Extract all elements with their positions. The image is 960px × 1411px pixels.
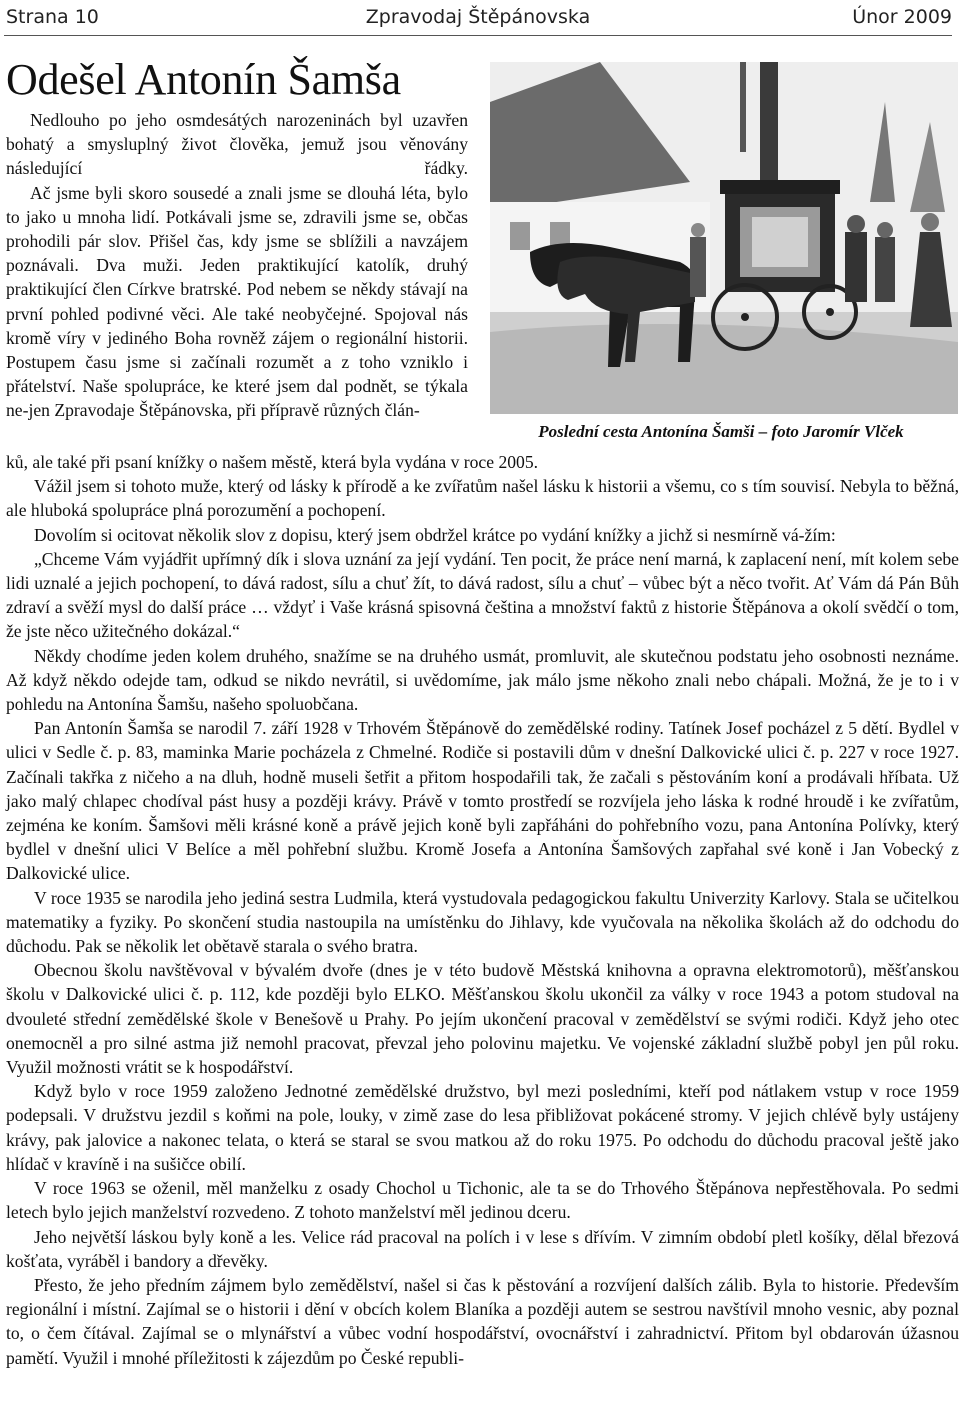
article-title: Odešel Antonín Šamša [6, 55, 401, 104]
paragraph: Pan Antonín Šamša se narodil 7. září 1928 v Trhovém Štěpánově do zemědělské rodiny. Tatínek Josef pocházel z 5 dětí. Bydlel v ulici v Sedle č. p. 83, maminka Marie pocházela z Chmelné. Rodiče si postavili dům v dnešní Dalkovické ulici č. p. 227 v roce 1927. Začínali takřka z ničeho a na dluh, hodně museli šetřit a přitom hospodařili tak, že začali s pěstováním koní a prodávali hříbata. Už jako malý chlapec chodíval pást husy a později krávy. Právě v tomto prostředí se rozvíjela jeho láska k rodné hroudě i ke zvířatům, zejména ke koním. Šamšovi měli krásné koně a právě jejich koně byli zapřáháni do pohřebního vozu, pana Antonína Polívky, který bydlel v dnešní ulici V Belíce a měl pohřební službu. Kromě Josefa a Antonína Šamšových zapřahal své koně i Jan Vobecký z Dalkovické ulice. [6, 718, 959, 884]
issue-date: Únor 2009 [852, 6, 952, 28]
intro-paragraph: Ač jsme byli skoro sousedé a znali jsme se dlouhá léta, bylo to jako u mnoha lidí. Potkávali jsme se, zdravili jsme se, občas prohodili pár slov. Přišel čas, kdy jsme se sblížili a navzájem poznávali. Dva muži. Jeden praktikující katolík, druhý praktikující člen Církve bratrské. Pod nebem se někdy stávají na první pohled podivné věci. Ale také neobyčejné. Spojoval nás kromě víry v jediného Boha rovněž zájem o regionální historii. Postupem času jsme si začínali rozumět a z toho vzniklo i přátelství. Naše spolupráce, ke které jsem dal podnět, se týkala ne-jen Zpravodaje Štěpánovska, při přípravě různých člán- [6, 182, 468, 421]
publication-name: Zpravodaj Štěpánovska [365, 6, 591, 28]
paragraph: V roce 1963 se oženil, měl manželku z osady Chochol u Tichonic, ale ta se do Trhového Štěpánova nepřestěhovala. Po sedmi letech bylo jejich manželství rozvedeno. Z tohoto manželství měl jedinou dceru. [6, 1178, 959, 1223]
paragraph: Obecnou školu navštěvoval v bývalém dvoře (dnes je v této budově Městská knihovna a opravna elektromotorů), měšťanskou školu v Dalkovické ulici č. p. 112, kde později bylo ELKO. Měšťanskou školu ukončil za války v roce 1943 a potom studoval na dvouleté střední zemědělské škole v Benešově u Prahy. Po jejím ukončení pracoval v zemědělství se svými rodiči. Když jeho otec onemocněl a pro silné astma již nemohl pracovat, převzal jeho polovinu majetku. Ve vojenské základní službě pobyl jen půl roku. Využil možnosti vrátit se k hospodářství. [6, 960, 959, 1078]
paragraph: Někdy chodíme jeden kolem druhého, snažíme se na druhého usmát, promluvit, ale skutečnou podstatu jeho osobnosti neznáme. Až když někdo odejde tam, odkud se nikdo nevrátil, si uvědomíme, jak málo jsme někoho znali nebo chápali. Možná, že je to i v pohledu na Antonína Šamšu, našeho spoluobčana. [6, 645, 959, 715]
page-number: Strana 10 [6, 6, 99, 28]
paragraph: ků, ale také při psaní knížky o našem městě, která byla vydána v roce 2005. [6, 452, 539, 472]
paragraph: Přesto, že jeho předním zájmem bylo zemědělství, našel si čas k pěstování a rozvíjení dalších zálib. Byla to historie. Především regionální i místní. Zajímal se o historii i dění v obcích kolem Blaníka a později autem se sestrou navštívil mnoho vesnic, aby poznal to, o čem čítával. Zajímal se o mlynářství a vůbec vodní hospodářství, ovocnářství i zahradnictví. Přitom byl obdarován úžasnou pamětí. Využil i mnohé příležitosti k zájezdům po České republi- [6, 1274, 959, 1368]
paragraph: Vážil jsem si tohoto muže, který od lásky k přírodě a ke zvířatům našel lásku k historii a všemu, co s tím souvisí. Nebyla to běžná, ale hluboká spolupráce plná porozumění a pochopení. [6, 476, 959, 521]
paragraph: Dovolím si ocitovat několik slov z dopisu, který jsem obdržel krátce po vydání knížky a jichž si nesmírně vá-žím: [34, 524, 836, 545]
funeral-carriage-photo [490, 62, 958, 414]
intro-paragraph: Nedlouho po jeho osmdesátých narozeninách byl uzavřen bohatý a smysluplný život člověka, jemuž jsou věnovány následující řádky. [6, 110, 468, 179]
article-body [6, 450, 959, 1370]
paragraph: Jeho největší láskou byly koně a les. Velice rád pracoval na polích i v lese s dřívím. V zimním období pletl košíky, dělal březová košťata, vyráběl i bandory a dřevěky. [6, 1226, 959, 1271]
page-header [4, 4, 952, 36]
quote-paragraph: „Chceme Vám vyjádřit upřímný dík i slova uznání za její vydání. Ten pocit, že práce není marná, k zaplacení není, mít kolem sebe lidi uznalé a jejich pochopení, to dává radost, sílu a chuť žít, to dává radost, sílu a chuť – vůbec být a něco tvořit. Ať Vám dá Pán Bůh zdraví a svěží mysl do další práce … vždyť i Vaše krásná spisovná čeština a množství faktů z historie Štěpánova a okolí svědčí o tom, že jste něco užitečného dokázal.“ [6, 548, 959, 642]
paragraph: V roce 1935 se narodila jeho jediná sestra Ludmila, která vystudovala pedagogickou fakultu Univerzity Karlovy. Stala se učitelkou matematiky a fyziky. Po skončení studia nastoupila na umístěnku do Jihlavy, kde vyučovala na několika školách až do odchodu do důchodu. Pak se několik let obětavě starala o svého bratra. [6, 887, 959, 957]
intro-column [6, 108, 468, 423]
photo-caption: Poslední cesta Antonína Šamši – foto Jaromír Vlček [538, 422, 904, 441]
paragraph: Když bylo v roce 1959 založeno Jednotné zemědělské družstvo, byl mezi posledními, kteří pod nátlakem vstup v roce 1959 podepsali. V družstvu jezdil s koňmi na pole, louky, v zimě zase do lesa přibližovat pokácené stromy. V jejich chlévě byly ustájeny krávy, pak jalovice a nakonec telata, o která se staral se svou matkou až do roku 1975. Po odchodu do důchodu pracoval ještě jako hlídač v kravíně i na sušičce obilí. [6, 1081, 959, 1174]
